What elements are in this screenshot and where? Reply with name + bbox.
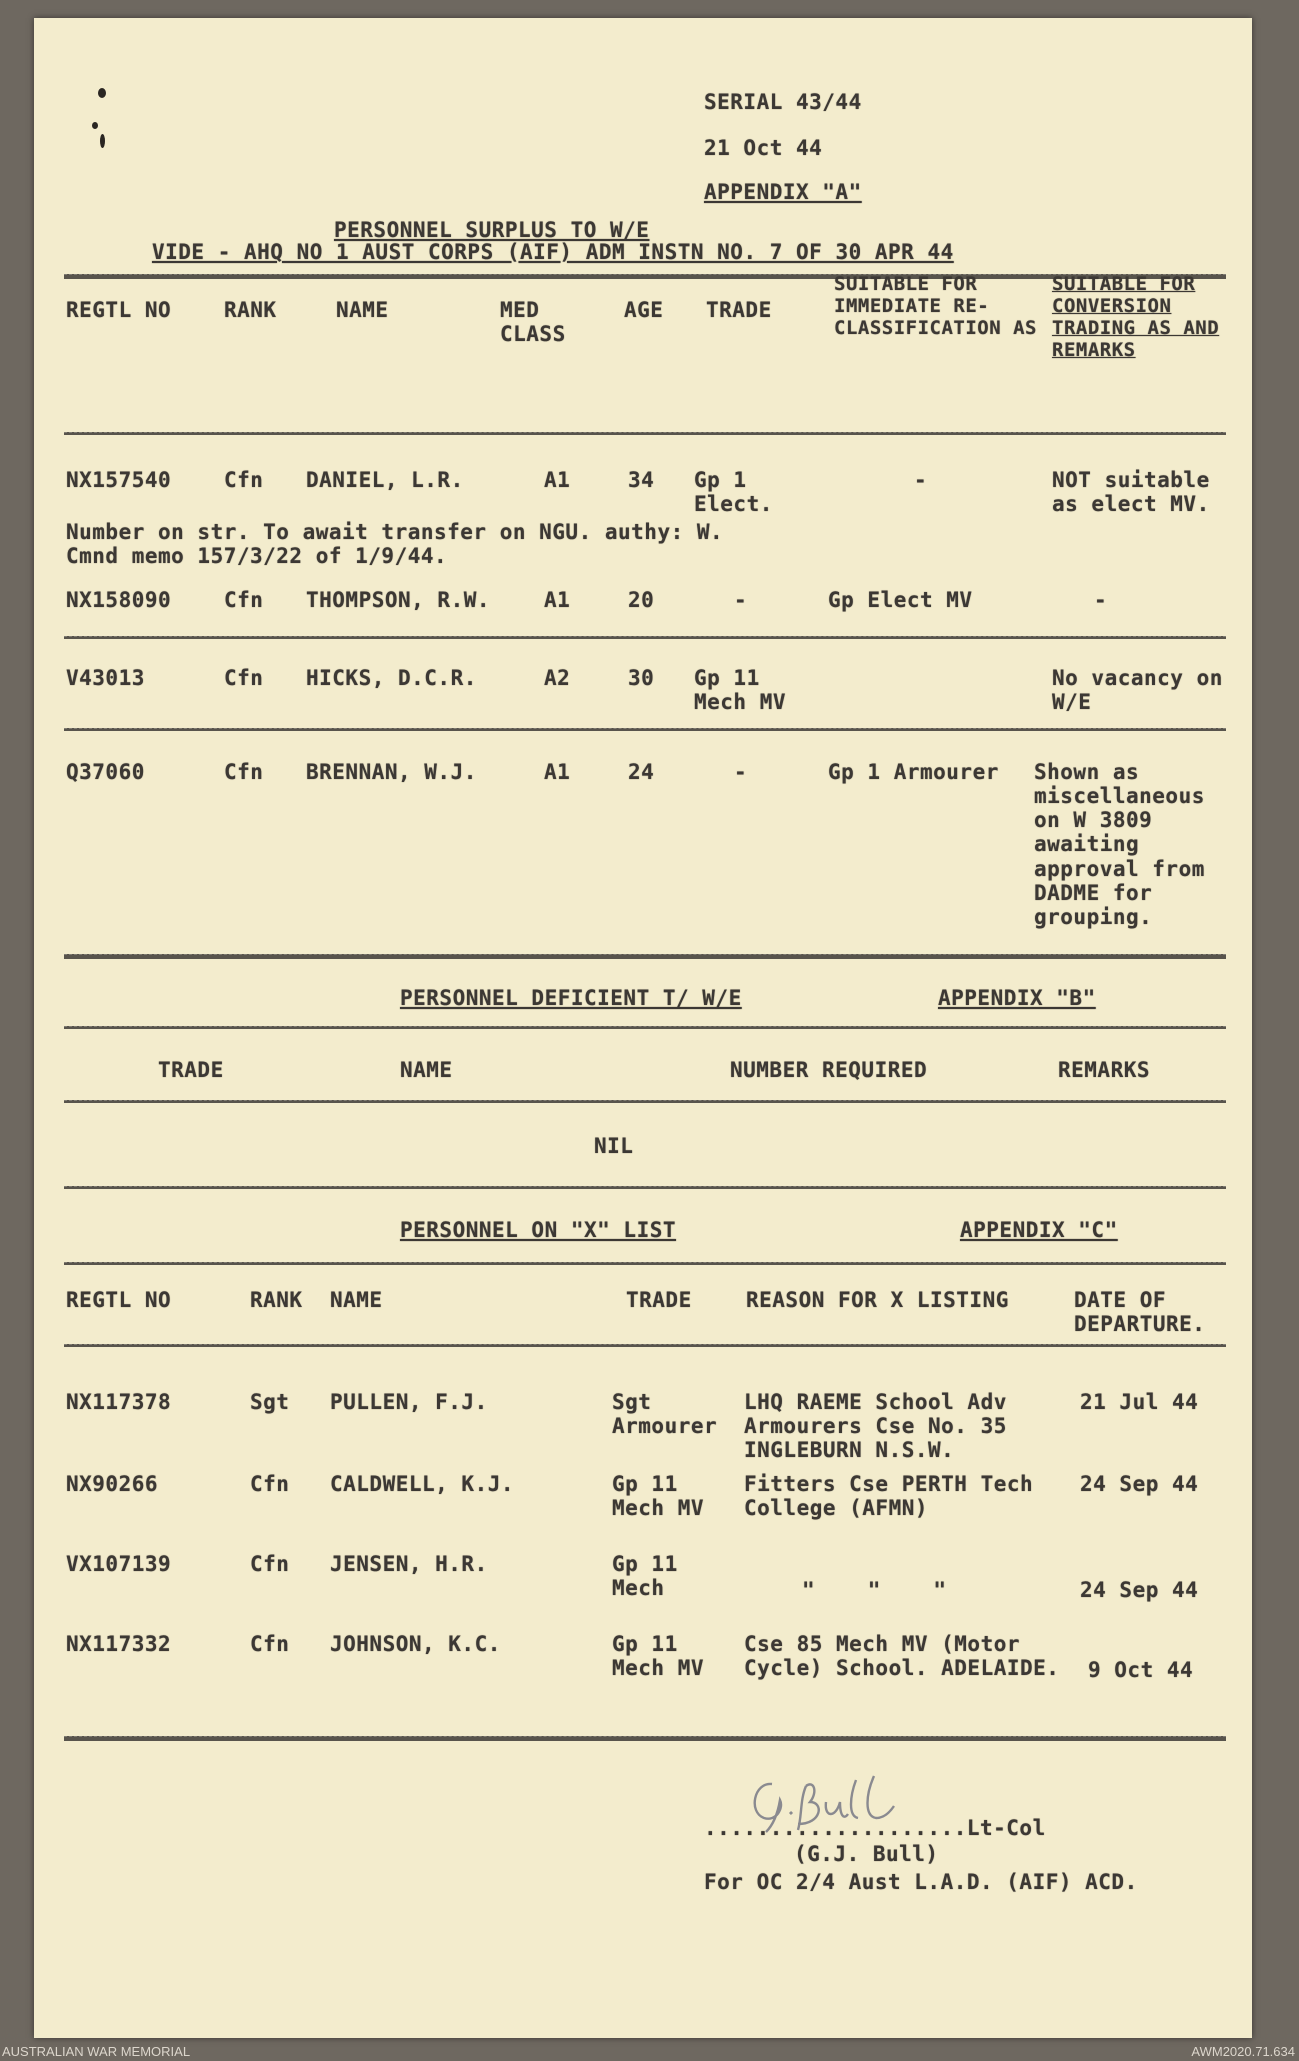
table-row-remarks: No vacancy on W/E: [1052, 666, 1223, 715]
table-row-rank: Cfn: [224, 760, 264, 784]
signatory-unit: For OC 2/4 Aust L.A.D. (AIF) ACD.: [704, 1870, 1138, 1894]
table-row-date: 21 Jul 44: [1080, 1390, 1199, 1414]
staple-mark: [98, 88, 106, 98]
transfer-note: Number on str. To await transfer on NGU. authy: W. Cmnd memo 157/3/22 of 1/9/44.: [66, 520, 724, 569]
rule: [64, 1026, 1226, 1029]
serial-number: SERIAL 43/44: [704, 90, 862, 114]
table-row-trade: Gp 11 Mech MV: [694, 666, 787, 715]
table-row-age: 34: [628, 468, 655, 492]
col-remarks: REMARKS: [1058, 1058, 1151, 1082]
table-row-rank: Sgt: [250, 1390, 290, 1414]
section1-subtitle: VIDE - AHQ NO 1 AUST CORPS (AIF) ADM INSTN NO. 7 OF 30 APR 44: [152, 240, 954, 264]
col-regtl-no: REGTL NO: [66, 1288, 172, 1312]
table-row-trade: Gp 11 Mech: [612, 1552, 678, 1601]
table-row-age: 20: [628, 588, 655, 612]
table-row-rank: Cfn: [224, 666, 264, 690]
table-row-reclass: -: [914, 468, 928, 492]
table-row-date: 24 Sep 44: [1080, 1472, 1199, 1496]
archive-credit: AUSTRALIAN WAR MEMORIAL: [2, 2044, 191, 2059]
table-row-trade: Gp 1 Elect.: [694, 468, 773, 517]
appendix-c-label: APPENDIX "C": [960, 1218, 1118, 1242]
table-row-med: A1: [544, 760, 571, 784]
table-row-regtl-no: NX157540: [66, 468, 172, 492]
rule: [64, 432, 1226, 435]
table-row-name: BRENNAN, W.J.: [306, 760, 477, 784]
table-row-date: 9 Oct 44: [1088, 1658, 1194, 1682]
document-page: [34, 18, 1252, 2038]
col-rank: RANK: [250, 1288, 303, 1312]
col-trade: TRADE: [706, 298, 772, 322]
col-date-departure: DATE OF DEPARTURE.: [1074, 1288, 1206, 1337]
table-row-reclass: Gp Elect MV: [828, 588, 973, 612]
table-row-age: 24: [628, 760, 655, 784]
col-name: NAME: [330, 1288, 383, 1312]
nil-entry: NIL: [594, 1134, 634, 1158]
signatory-name: (G.J. Bull): [794, 1842, 939, 1866]
rule: [64, 1186, 1226, 1189]
section1-title: PERSONNEL SURPLUS TO W/E: [334, 218, 650, 242]
rule: [64, 1344, 1226, 1347]
rule: [64, 1100, 1226, 1103]
table-row-name: JENSEN, H.R.: [330, 1552, 488, 1576]
col-suitable-conversion: SUITABLE FOR CONVERSION TRADING AS AND REMARKS: [1052, 273, 1220, 361]
table-row-trade: Sgt Armourer: [612, 1390, 718, 1439]
table-row-remarks: Shown as miscellaneous on W 3809 awaiting approval from DADME for grouping.: [1034, 760, 1205, 929]
appendix-a-label: APPENDIX "A": [704, 180, 862, 204]
col-med-class: MED CLASS: [500, 298, 566, 347]
table-row-regtl-no: VX107139: [66, 1552, 172, 1576]
col-rank: RANK: [224, 298, 277, 322]
col-age: AGE: [624, 298, 664, 322]
table-row-reason: LHQ RAEME School Adv Armourers Cse No. 35 INGLEBURN N.S.W.: [744, 1390, 1007, 1463]
table-row-trade: Gp 11 Mech MV: [612, 1472, 705, 1521]
col-name: NAME: [336, 298, 389, 322]
table-row-rank: Cfn: [250, 1472, 290, 1496]
col-trade: TRADE: [626, 1288, 692, 1312]
rule: [64, 636, 1226, 639]
table-row-age: 30: [628, 666, 655, 690]
col-regtl-no: REGTL NO: [66, 298, 172, 322]
table-row-name: THOMPSON, R.W.: [306, 588, 491, 612]
table-row-remarks: -: [1094, 588, 1108, 612]
table-row-regtl-no: NX90266: [66, 1472, 159, 1496]
table-row-rank: Cfn: [224, 468, 264, 492]
section2-title: PERSONNEL DEFICIENT T/ W/E: [400, 986, 742, 1010]
staple-mark: [92, 122, 98, 129]
table-row-rank: Cfn: [224, 588, 264, 612]
rule: [64, 728, 1226, 731]
table-row-reason: " " ": [802, 1578, 947, 1602]
col-trade: TRADE: [158, 1058, 224, 1082]
table-row-regtl-no: NX117378: [66, 1390, 172, 1414]
table-row-rank: Cfn: [250, 1552, 290, 1576]
table-row-trade: -: [734, 760, 748, 784]
table-row-reason: Cse 85 Mech MV (Motor Cycle) School. ADELAIDE.: [744, 1632, 1060, 1681]
table-row-regtl-no: NX117332: [66, 1632, 172, 1656]
staple-mark: [100, 134, 105, 148]
col-reason: REASON FOR X LISTING: [746, 1288, 1009, 1312]
table-row-trade: -: [734, 588, 748, 612]
table-row-med: A2: [544, 666, 571, 690]
table-row-regtl-no: V43013: [66, 666, 145, 690]
table-row-name: DANIEL, L.R.: [306, 468, 464, 492]
table-row-date: 24 Sep 44: [1080, 1578, 1199, 1602]
table-row-name: CALDWELL, K.J.: [330, 1472, 515, 1496]
appendix-b-label: APPENDIX "B": [938, 986, 1096, 1010]
col-number-required: NUMBER REQUIRED: [730, 1058, 928, 1082]
table-row-name: HICKS, D.C.R.: [306, 666, 477, 690]
section3-title: PERSONNEL ON "X" LIST: [400, 1218, 677, 1242]
table-row-med: A1: [544, 588, 571, 612]
table-row-rank: Cfn: [250, 1632, 290, 1656]
table-row-name: PULLEN, F.J.: [330, 1390, 488, 1414]
table-row-trade: Gp 11 Mech MV: [612, 1632, 705, 1681]
signature-line: ....................Lt-Col: [704, 1816, 1046, 1840]
rule: [64, 1262, 1226, 1265]
document-date: 21 Oct 44: [704, 136, 823, 160]
archive-reference: AWM2020.71.634: [1191, 2044, 1295, 2059]
table-row-remarks: NOT suitable as elect MV.: [1052, 468, 1210, 517]
table-row-regtl-no: NX158090: [66, 588, 172, 612]
col-name: NAME: [400, 1058, 453, 1082]
col-suitable-reclass: SUITABLE FOR IMMEDIATE RE-CLASSIFICATION AS: [834, 273, 1037, 339]
table-row-reclass: Gp 1 Armourer: [828, 760, 999, 784]
rule: [64, 1736, 1226, 1741]
table-row-reason: Fitters Cse PERTH Tech College (AFMN): [744, 1472, 1034, 1521]
table-row-name: JOHNSON, K.C.: [330, 1632, 501, 1656]
table-row-regtl-no: Q37060: [66, 760, 145, 784]
rule: [64, 954, 1226, 959]
table-row-med: A1: [544, 468, 571, 492]
